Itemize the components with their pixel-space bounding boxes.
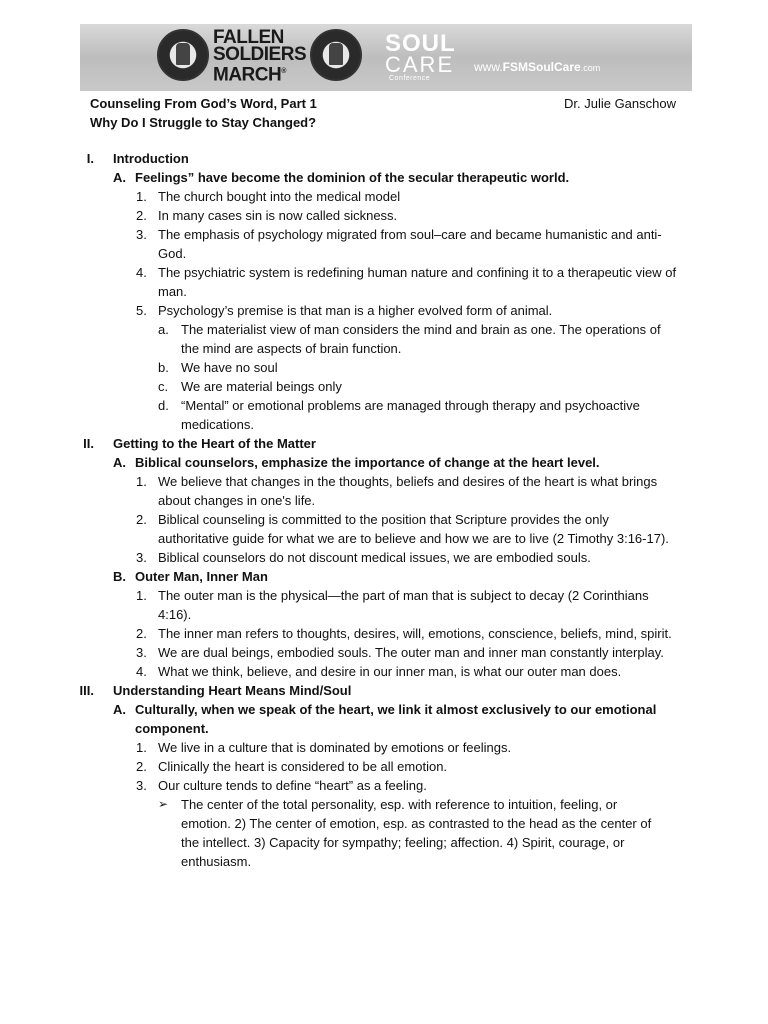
outline-text: Psychology’s premise is that man is a higher evolved form of animal. <box>158 303 553 318</box>
outline-marker: a. <box>158 322 169 337</box>
title-line: Counseling From God’s Word, Part 1 <box>90 96 317 111</box>
outline-text: The materialist view of man considers the mind and brain as one. The operations of the mind are aspects of brain function. <box>181 322 661 356</box>
subsection-heading <box>0 453 768 472</box>
outline-text: Biblical counselors, emphasize the importance of change at the heart level. <box>135 455 600 470</box>
lettered-item <box>0 396 768 434</box>
soul-word: SOUL <box>385 30 456 57</box>
outline-marker: 2. <box>136 208 147 223</box>
outline-marker: A. <box>113 702 126 717</box>
outline-text: The emphasis of psychology migrated from soul–care and became humanistic and anti-God. <box>158 227 662 261</box>
outline-text: Understanding Heart Means Mind/Soul <box>113 683 352 698</box>
outline-text: Biblical counseling is committed to the position that Scripture provides the only authoritative guide for what we are to believe and how we are to live (2 Timothy 3:16-17). <box>158 512 669 546</box>
outline-marker: ➢ <box>158 797 169 811</box>
fallen-soldiers-march-logo <box>213 27 309 86</box>
outline-text: Outer Man, Inner Man <box>135 569 268 584</box>
numbered-item <box>0 757 768 776</box>
section-heading <box>0 149 768 168</box>
section-heading <box>0 681 768 700</box>
fsm-seal-logo <box>157 29 209 81</box>
outline-marker: d. <box>158 398 169 413</box>
outline-marker: 2. <box>136 512 147 527</box>
outline-marker: II. <box>83 436 94 451</box>
outline-text: We believe that changes in the thoughts, beliefs and desires of the heart is what brings about changes in one's life. <box>158 474 658 508</box>
soul-care-logo <box>385 30 465 83</box>
outline-text: Introduction <box>113 151 189 166</box>
outline-text: The church bought into the medical model <box>158 189 401 204</box>
outline-marker: B. <box>113 569 126 584</box>
outline-text: The inner man refers to thoughts, desires, will, emotions, conscience, beliefs, mind, spirit. <box>158 626 672 641</box>
numbered-item <box>0 548 768 567</box>
outline-marker: 5. <box>136 303 147 318</box>
outline-marker: A. <box>113 170 126 185</box>
numbered-item <box>0 301 768 320</box>
outline-marker: 4. <box>136 265 147 280</box>
outline-marker: 3. <box>136 550 147 565</box>
outline-marker: 2. <box>136 626 147 641</box>
outline-list <box>0 149 768 871</box>
outline-marker: c. <box>158 379 169 394</box>
numbered-item <box>0 662 768 681</box>
numbered-item <box>0 206 768 225</box>
outline-text: We have no soul <box>181 360 278 375</box>
outline-marker: 2. <box>136 759 147 774</box>
outline-text: Clinically the heart is considered to be all emotion. <box>158 759 448 774</box>
fsm-logo-line: MARCH® <box>213 64 286 86</box>
outline-text: In many cases sin is now called sickness. <box>158 208 398 223</box>
numbered-item <box>0 225 768 263</box>
lettered-item <box>0 358 768 377</box>
subsection-heading <box>0 700 768 738</box>
subsection-heading <box>0 168 768 187</box>
fsm-logo-line: SOLDIERS <box>213 44 307 65</box>
outline-text: We are material beings only <box>181 379 342 394</box>
outline-text: We live in a culture that is dominated by emotions or feelings. <box>158 740 512 755</box>
numbered-item <box>0 776 768 795</box>
outline-marker: b. <box>158 360 169 375</box>
document-title <box>90 94 317 132</box>
outline-marker: 1. <box>136 189 147 204</box>
outline-marker: 1. <box>136 474 147 489</box>
outline-text: Feelings” have become the dominion of the secular therapeutic world. <box>135 170 570 185</box>
numbered-item <box>0 586 768 624</box>
outline-text: What we think, believe, and desire in our inner man, is what our outer man does. <box>158 664 622 679</box>
outline-marker: A. <box>113 455 126 470</box>
outline-text: Biblical counselors do not discount medical issues, we are embodied souls. <box>158 550 591 565</box>
outline-marker: 3. <box>136 645 147 660</box>
care-word: CARE <box>385 52 455 77</box>
outline-marker: I. <box>86 151 94 166</box>
outline-text: We are dual beings, embodied souls. The outer man and inner man constantly interplay. <box>158 645 664 660</box>
header-banner <box>80 24 692 91</box>
numbered-item <box>0 510 768 548</box>
outline-marker: 3. <box>136 778 147 793</box>
numbered-item <box>0 263 768 301</box>
numbered-item <box>0 472 768 510</box>
numbered-item <box>0 624 768 643</box>
outline-marker: 1. <box>136 588 147 603</box>
conference-word: Conference <box>389 75 431 82</box>
subsection-heading <box>0 567 768 586</box>
bullet-item <box>0 795 768 871</box>
outline-text: The psychiatric system is redefining human nature and confining it to a therapeutic view of man. <box>158 265 677 299</box>
website-url: www.FSMSoulCare.com <box>474 60 601 74</box>
lettered-item <box>0 377 768 396</box>
outline-text: “Mental” or emotional problems are managed through therapy and psychoactive medications. <box>181 398 640 432</box>
outline-text: The center of the total personality, esp. with reference to intuition, feeling, or emotion. 2) The center of emotion, esp. as contrasted to the head as the center of the intellect. 3) Capacity for sympathy; feeling; affection. 4) Spirit, courage, or enthusiasm. <box>181 797 652 869</box>
outline-marker: 1. <box>136 740 147 755</box>
section-heading <box>0 434 768 453</box>
outline-marker: III. <box>79 683 94 698</box>
lettered-item <box>0 320 768 358</box>
outline-text: Our culture tends to define “heart” as a feeling. <box>158 778 427 793</box>
numbered-item <box>0 187 768 206</box>
outline-marker: 4. <box>136 664 147 679</box>
outline-text: Culturally, when we speak of the heart, we link it almost exclusively to our emotional component. <box>135 702 657 736</box>
numbered-item <box>0 643 768 662</box>
emblem-seal-logo <box>310 29 362 81</box>
fsm-logo-line: FALLEN <box>213 27 284 48</box>
author-name: Dr. Julie Ganschow <box>564 96 676 111</box>
outline-marker: 3. <box>136 227 147 242</box>
numbered-item <box>0 738 768 757</box>
outline-text: Getting to the Heart of the Matter <box>113 436 316 451</box>
outline-text: The outer man is the physical—the part of man that is subject to decay (2 Corinthians 4:16). <box>158 588 649 622</box>
subtitle-line: Why Do I Struggle to Stay Changed? <box>90 115 317 130</box>
